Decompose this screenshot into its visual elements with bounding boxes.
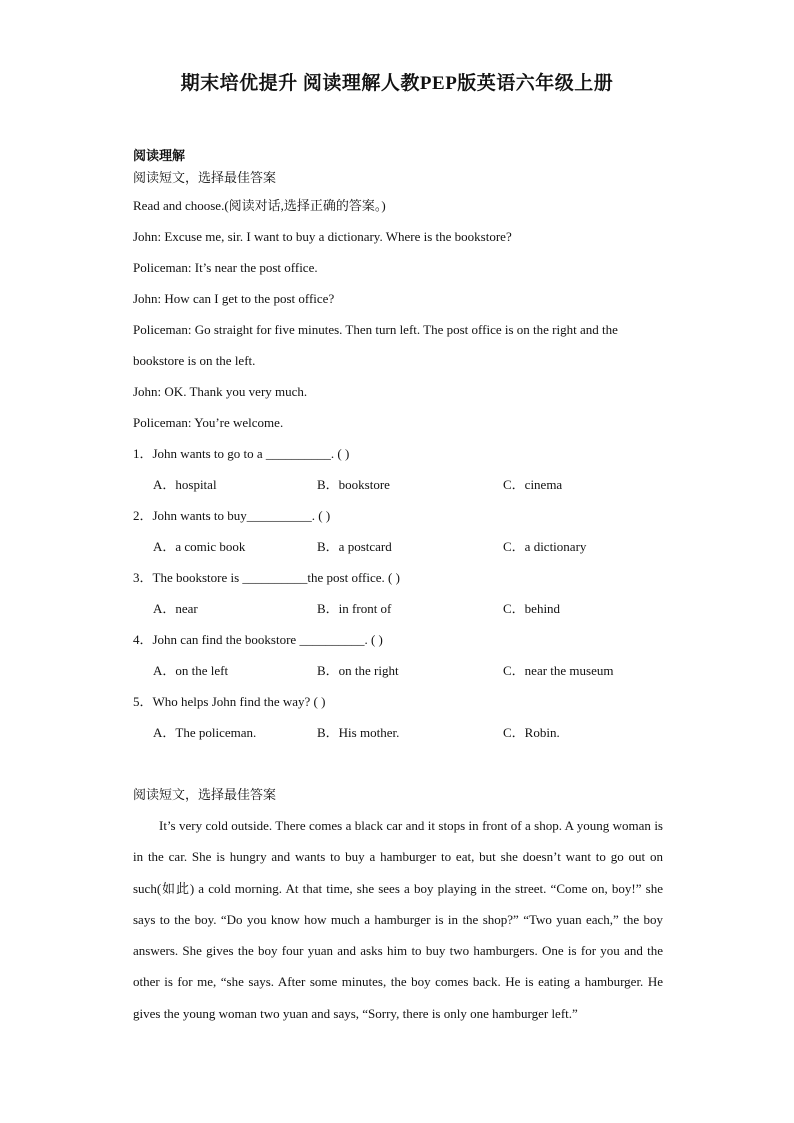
spacer — [133, 748, 663, 779]
document-body — [133, 146, 663, 1029]
option-b: B．bookstore — [317, 477, 390, 492]
option-b: B．a postcard — [317, 539, 392, 554]
options-4 — [133, 655, 663, 686]
sub-instruction: Read and choose.(阅读对话,选择正确的答案。) — [133, 198, 386, 213]
option-a: A．on the left — [153, 663, 229, 678]
section-instruction: 阅读短文，选择最佳答案 — [133, 170, 277, 185]
option-a: A．The policeman. — [153, 725, 257, 740]
option-a: A．hospital — [153, 477, 217, 492]
option-a: A．near — [153, 601, 198, 616]
option-b: B．His mother. — [317, 725, 400, 740]
question-5: 5．Who helps John find the way? ( ) — [133, 694, 326, 709]
dialogue-line: bookstore is on the left. — [133, 353, 256, 368]
dialogue — [133, 221, 663, 438]
option-a: A．a comic book — [153, 539, 246, 554]
dialogue-line: John: How can I get to the post office? — [133, 291, 335, 306]
passage-text: It’s very cold outside. There comes a black car and it stops in front of a shop. A young woman is in the car. She is hungry and wants to buy a hamburger to eat, but she doesn’t want to go out on such(如此) a cold morning. At that time, she sees a boy playing in the street. “Come on, boy!” she says to the boy. “Do you know how much a hamburger is in the shop?” “Two yuan each,” the boy answers. She gives the boy four yuan and asks him to buy two hamburgers. One is for you and the other is for me, “she says. After some minutes, the boy comes back. He is eating a hamburger. He gives the young woman two yuan and says, “Sorry, there is only one hamburger left.” — [133, 818, 663, 1021]
dialogue-line: Policeman: It’s near the post office. — [133, 260, 318, 275]
option-b: B．on the right — [317, 663, 399, 678]
option-c: C．cinema — [503, 477, 563, 492]
question-2: 2．John wants to buy__________. ( ) — [133, 508, 331, 523]
options-5 — [133, 717, 663, 748]
question-4: 4．John can find the bookstore __________. ( ) — [133, 632, 383, 647]
options-2 — [133, 531, 663, 562]
option-c: C．behind — [503, 601, 561, 616]
question-3: 3．The bookstore is __________the post office. ( ) — [133, 570, 400, 585]
section2-instruction: 阅读短文，选择最佳答案 — [133, 787, 277, 802]
option-c: C．a dictionary — [503, 539, 587, 554]
page-title: 期末培优提升 阅读理解人教PEP版英语六年级上册 — [180, 73, 614, 94]
option-c: C．Robin. — [503, 725, 560, 740]
dialogue-line: John: Excuse me, sir. I want to buy a dictionary. Where is the bookstore? — [133, 229, 512, 244]
dialogue-line: Policeman: Go straight for five minutes. Then turn left. The post office is on the right and the — [133, 322, 618, 337]
dialogue-line: Policeman: You’re welcome. — [133, 415, 284, 430]
question-1: 1．John wants to go to a __________. ( ) — [133, 446, 350, 461]
options-3 — [133, 593, 663, 624]
section-label: 阅读理解 — [133, 148, 186, 163]
reading-passage — [133, 810, 663, 1029]
option-b: B．in front of — [317, 601, 392, 616]
dialogue-line: John: OK. Thank you very much. — [133, 384, 308, 399]
option-c: C．near the museum — [503, 663, 614, 678]
question-list — [133, 438, 663, 748]
options-1 — [133, 469, 663, 500]
